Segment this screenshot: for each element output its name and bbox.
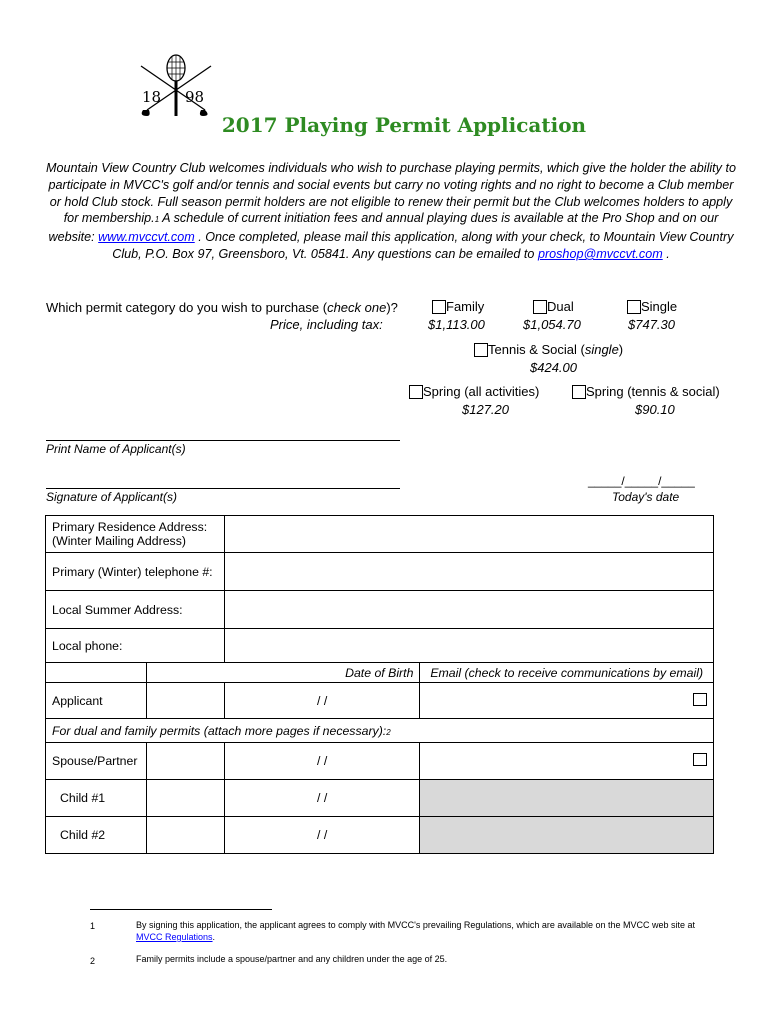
- footnote-2-text: Family permits include a spouse/partner and any children under the age of 25.: [136, 954, 448, 964]
- price-label: Price, including tax:: [270, 317, 383, 332]
- row-child-1: [46, 780, 714, 817]
- logo-left-year: 18: [142, 88, 162, 106]
- local-address-field[interactable]: [224, 591, 713, 629]
- regulations-link[interactable]: MVCC Regulations: [136, 932, 213, 942]
- row-local-phone: [46, 629, 714, 663]
- primary-phone-label: Primary (Winter) telephone #:: [46, 553, 225, 591]
- child1-email-shaded: [420, 780, 714, 817]
- child1-label: Child #1: [46, 780, 147, 817]
- print-name-line[interactable]: [46, 440, 400, 441]
- applicant-dob-field[interactable]: / /: [224, 683, 420, 719]
- applicant-name-field[interactable]: [146, 683, 224, 719]
- permit-question: Which permit category do you wish to purchase (check one)?: [46, 300, 398, 315]
- email-link[interactable]: proshop@mvccvt.com: [537, 246, 663, 261]
- primary-address-field[interactable]: [224, 516, 713, 553]
- child1-name-field[interactable]: [146, 780, 224, 817]
- row-applicant: [46, 683, 714, 719]
- footnote-1-number: 1: [90, 921, 96, 931]
- option-spring-tennis[interactable]: Spring (tennis & social): [572, 384, 720, 399]
- website-link[interactable]: www.mvccvt.com: [98, 230, 195, 245]
- spring-tennis-checkbox[interactable]: [572, 385, 586, 399]
- row-primary-address: [46, 516, 714, 553]
- print-name-label: Print Name of Applicant(s): [46, 442, 186, 456]
- tennis-social-price: $424.00: [530, 360, 577, 375]
- date-line[interactable]: _____/_____/_____: [588, 474, 695, 488]
- option-spring-all[interactable]: Spring (all activities): [409, 384, 539, 399]
- child2-email-shaded: [420, 817, 714, 854]
- dual-family-note: For dual and family permits (attach more pages if necessary):2: [46, 719, 714, 743]
- applicant-label: Applicant: [46, 683, 147, 719]
- family-checkbox[interactable]: [432, 300, 446, 314]
- applicant-info-table: [45, 515, 714, 854]
- row-primary-phone: [46, 553, 714, 591]
- club-logo: [135, 48, 217, 118]
- dual-checkbox[interactable]: [533, 300, 547, 314]
- intro-paragraph: Mountain View Country Club welcomes individuals who wish to purchase playing permits, which give the holder the ability to participate in MVCC's golf and/or tennis and social events but carry no voting rights and no right to become a Club member or hold Club stock. Full season permit holders are not eligible to renew their permit but the Club welcomes holders to apply for membership.1 A schedule of current initiation fees and annual playing dues is available at the Pro Shop and on our website: www.mvccvt.com . Once completed, please mail this application, along with your check, to Mountain View Country Club, P.O. Box 97, Greensboro, Vt. 05841. Any questions can be emailed to proshop@mvccvt.com .: [46, 161, 736, 261]
- applicant-email-field[interactable]: [420, 683, 714, 719]
- footnote-ref-1: 1: [154, 215, 160, 225]
- child2-dob-field[interactable]: / /: [224, 817, 420, 854]
- signature-line[interactable]: [46, 488, 400, 489]
- child2-name-field[interactable]: [146, 817, 224, 854]
- option-tennis-social[interactable]: Tennis & Social (single): [474, 342, 623, 357]
- spring-tennis-price: $90.10: [635, 402, 675, 417]
- single-checkbox[interactable]: [627, 300, 641, 314]
- primary-phone-field[interactable]: [224, 553, 713, 591]
- signature-label: Signature of Applicant(s): [46, 490, 177, 504]
- row-child-2: [46, 817, 714, 854]
- option-family[interactable]: Family: [432, 299, 484, 314]
- spouse-dob-field[interactable]: / /: [224, 743, 420, 780]
- logo-right-year: 98: [185, 88, 205, 106]
- local-phone-label: Local phone:: [46, 629, 225, 663]
- family-price: $1,113.00: [428, 317, 485, 332]
- dob-header: Date of Birth: [146, 663, 419, 683]
- spring-all-checkbox[interactable]: [409, 385, 423, 399]
- option-single[interactable]: Single: [627, 299, 677, 314]
- applicant-email-checkbox[interactable]: [693, 693, 707, 706]
- spring-all-price: $127.20: [462, 402, 509, 417]
- row-local-address: [46, 591, 714, 629]
- child1-dob-field[interactable]: / /: [224, 780, 420, 817]
- tennis-social-checkbox[interactable]: [474, 343, 488, 357]
- footnote-divider: [90, 909, 272, 910]
- page-title: 2017 Playing Permit Application: [221, 113, 587, 137]
- primary-address-label: Primary Residence Address: (Winter Mailing Address): [46, 516, 225, 553]
- spouse-email-field[interactable]: [420, 743, 714, 780]
- dual-price: $1,054.70: [523, 317, 581, 332]
- date-label: Today's date: [612, 490, 680, 504]
- row-spouse: [46, 743, 714, 780]
- email-header: Email (check to receive communications by email): [420, 663, 714, 683]
- footnote-2-number: 2: [90, 956, 96, 966]
- empty-header-cell: [46, 663, 147, 683]
- spouse-email-checkbox[interactable]: [693, 753, 707, 766]
- local-phone-field[interactable]: [224, 629, 713, 663]
- row-dual-note: [46, 719, 714, 743]
- spouse-label: Spouse/Partner: [46, 743, 147, 780]
- single-price: $747.30: [628, 317, 675, 332]
- footnote-1-text: By signing this application, the applicant agrees to comply with MVCC's prevailing Regulations, which are available on the MVCC web site at MVCC Regulations.: [136, 920, 696, 942]
- spouse-name-field[interactable]: [146, 743, 224, 780]
- row-headers: [46, 663, 714, 683]
- local-address-label: Local Summer Address:: [46, 591, 225, 629]
- option-dual[interactable]: Dual: [533, 299, 574, 314]
- child2-label: Child #2: [46, 817, 147, 854]
